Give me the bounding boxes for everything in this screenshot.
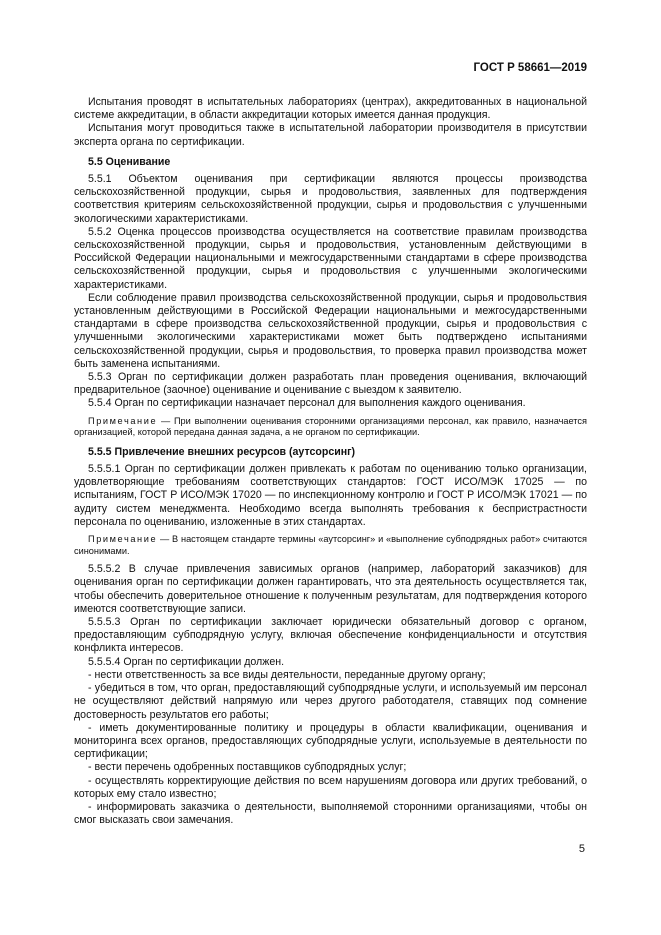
page-number: 5: [578, 843, 585, 855]
section-heading: 5.5.5 Привлечение внешних ресурсов (аутсорсинг): [88, 445, 356, 458]
note: [74, 416, 587, 439]
note: [74, 534, 587, 557]
paragraph: Если соблюдение правил производства сельскохозяйственной продукции, сырья и продовольствия установленным действующими в Российской Федерации национальными и межгосударственными стандартами в сфере производства сельскохозяйственной продукции, сырья и продовольствия с улучшенными экологическими характеристиками может быть подтверждено испытаниями сельскохозяйственной продукции, сырья и продовольствия, то проверка правил производства может быть заменена испытаниями.: [74, 291, 587, 370]
paragraph: 5.5.5.4 Орган по сертификации должен.: [88, 655, 285, 668]
paragraph: 5.5.1 Объектом оценивания при сертификации являются процессы производства сельскохозяйственной продукции, сырья и продовольствия, заявленных для подтверждения соответствия критериям сельскохозяйственной продукции, сырья и продовольствия с улучшенными экологическими характеристиками.: [74, 173, 587, 225]
note-text: — В настоящем стандарте термины «аутсорсинг» и «выполнение субподрядных работ» считаются синонимами.: [74, 534, 587, 556]
list-item: - осуществлять корректирующие действия по всем нарушениям договора или других требований, о которых ему стало известно;: [74, 774, 587, 800]
document-body: [74, 96, 587, 827]
paragraph: 5.5.3 Орган по сертификации должен разработать план проведения оценивания, включающий предварительное (заочное) оценивание и оценивание с выездом к заявителю.: [74, 371, 587, 397]
note-label: Примечание: [88, 415, 158, 426]
list-item: - вести перечень одобренных поставщиков субподрядных услуг;: [88, 761, 407, 774]
paragraph: Испытания могут проводиться также в испытательной лаборатории производителя в присутствии эксперта органа по сертификации.: [74, 122, 587, 148]
list-item: - иметь документированные политику и процедуры в области квалификации, оценивания и мониторинга всех органов, предоставляющих субподрядные услуги, используемые в деятельности по сертификации;: [74, 721, 587, 761]
paragraph: 5.5.5.1 Орган по сертификации должен привлекать к работам по оцениванию только организации, удовлетворяющие требованиям соответствующих стандартов: ГОСТ ИСО/МЭК 17025 — по испытаниям, ГОСТ Р ИСО/МЭК 17020 — по инспекционному контролю и ГОСТ Р ИСО/МЭК 17021 — по аудиту систем менеджмента. Необходимо всегда выполнять требования к беспристрастности персонала по оцениванию, изложенные в этих стандартах.: [74, 463, 587, 528]
note-label: Примечание: [88, 534, 158, 545]
note-text: — При выполнении оценивания сторонними организациями персонал, как правило, назначается организацией, которой передана данная задача, а не органом по сертификации.: [74, 415, 587, 438]
paragraph: 5.5.4 Орган по сертификации назначает персонал для выполнения каждого оценивания.: [88, 397, 526, 410]
paragraph: 5.5.2 Оценка процессов производства осуществляется на соответствие правилам производства сельскохозяйственной продукции, сырья и продовольствия, установленным действующими в Российской Федерации национальными и межгосударственными стандартами в сфере производства сельскохозяйственной продукции, сырья и продовольствия с улучшенными экологическими характеристиками.: [74, 225, 587, 291]
paragraph: Испытания проводят в испытательных лабораториях (центрах), аккредитованных в национальной системе аккредитации, в области аккредитации которых имеется данная продукция.: [74, 96, 587, 122]
section-heading: 5.5 Оценивание: [88, 155, 171, 168]
list-item: - нести ответственность за все виды деятельности, переданные другому органу;: [88, 668, 486, 681]
document-code: ГОСТ Р 58661—2019: [473, 62, 587, 74]
paragraph: 5.5.5.3 Орган по сертификации заключает юридически обязательный договор с органом, предоставляющим субподрядную услугу, включая обеспечение конфиденциальности и отсутствия конфликта интересов.: [74, 616, 587, 655]
list-item: - убедиться в том, что орган, предоставляющий субподрядные услуги, и используемый им персонал не осуществляют действий напрямую или через другого работодателя, ставящих под сомнение достоверность результатов его работы;: [74, 682, 587, 721]
paragraph: 5.5.5.2 В случае привлечения зависимых органов (например, лабораторий заказчиков) для оценивания орган по сертификации должен гарантировать, что эта деятельность осуществляется так, чтобы обеспечить доверительное отношение к полученным результатам, для подтверждения которого имеются соответствующие записи.: [74, 563, 587, 615]
list-item: - информировать заказчика о деятельности, выполняемой сторонними организациями, чтобы он смог высказать свои замечания.: [74, 800, 587, 827]
